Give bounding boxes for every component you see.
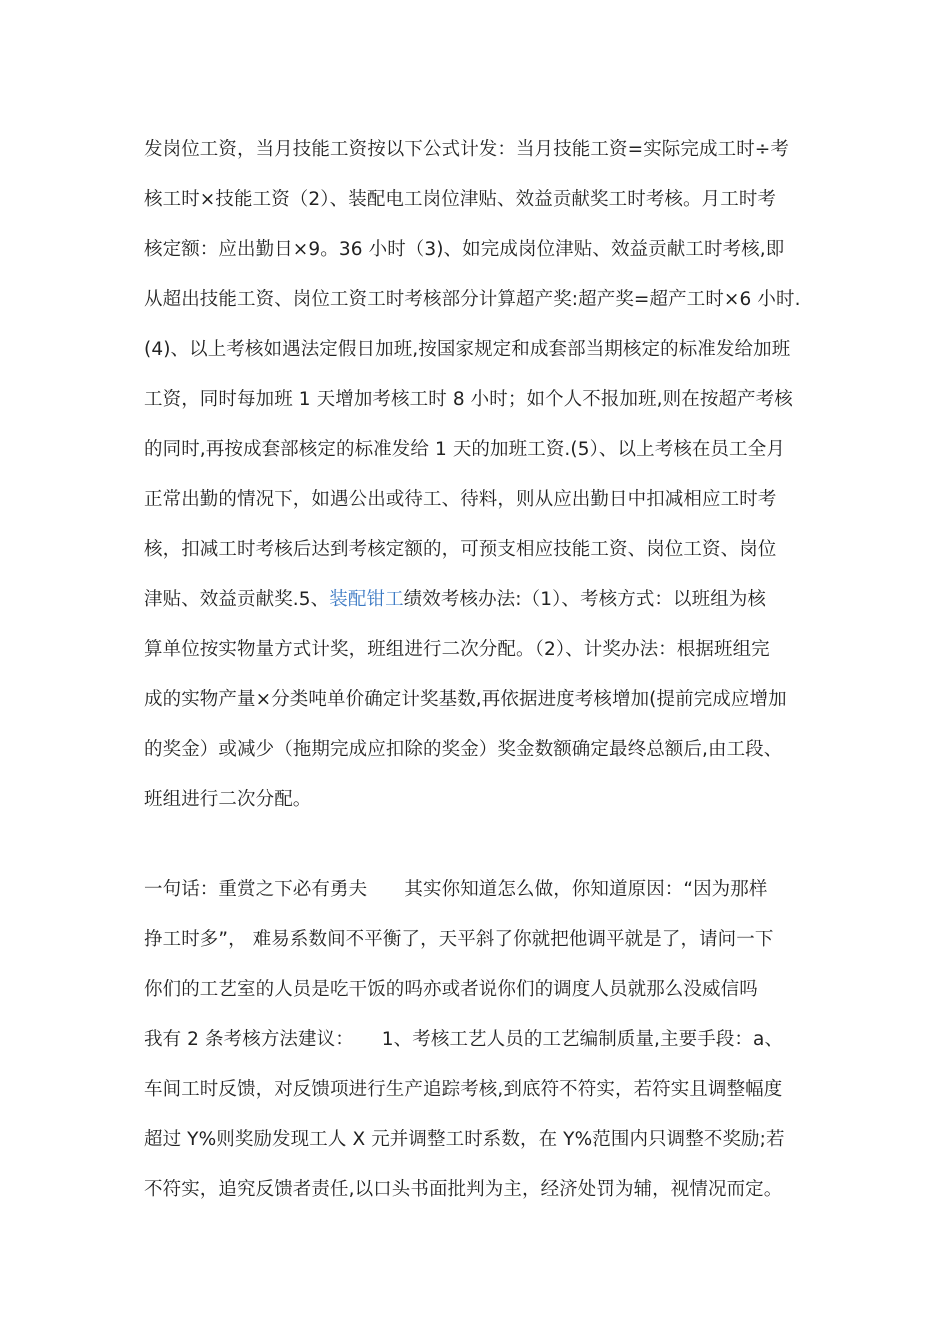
paragraph-line: 核工时×技能工资（2）、装配电工岗位津贴、效益贡献奖工时考核。月工时考 — [144, 189, 777, 210]
paragraph-line: 班组进行二次分配。 — [144, 789, 312, 810]
paragraph-line: 核，扣减工时考核后达到考核定额的，可预支相应技能工资、岗位工资、岗位 — [144, 539, 777, 560]
paragraph-line: (4)、以上考核如遇法定假日加班,按国家规定和成套部当期核定的标准发给加班 — [144, 339, 791, 360]
paragraph-line: 你们的工艺室的人员是吃干饭的吗亦或者说你们的调度人员就那么没威信吗 — [144, 979, 758, 1000]
paragraph-line: 我有 2 条考核方法建议： 1、考核工艺人员的工艺编制质量,主要手段：a、 — [144, 1029, 784, 1050]
paragraph-line: 成的实物产量×分类吨单价确定计奖基数,再依据进度考核增加(提前完成应增加 — [144, 689, 787, 710]
paragraph-line: 工资，同时每加班 1 天增加考核工时 8 小时；如个人不报加班,则在按超产考核 — [144, 389, 793, 410]
paragraph-line: 车间工时反馈，对反馈项进行生产追踪考核,到底符不符实，若符实且调整幅度 — [144, 1079, 783, 1100]
keyword-link[interactable]: 装配钳工 — [329, 589, 404, 610]
paragraph-line: 核定额：应出勤日×9。36 小时（3)、如完成岗位津贴、效益贡献工时考核,即 — [144, 239, 785, 260]
paragraph-line: 不符实，追究反馈者责任,以口头书面批判为主，经济处罚为辅，视情况而定。 — [144, 1179, 783, 1200]
paragraph-line: 算单位按实物量方式计奖，班组进行二次分配。（2）、计奖办法：根据班组完 — [144, 639, 770, 660]
line-text: 绩效考核办法:（1）、考核方式：以班组为核 — [403, 589, 767, 610]
paragraph-line — [144, 587, 766, 613]
paragraph-line: 挣工时多”， 难易系数间不平衡了，天平斜了你就把他调平就是了，请问一下 — [144, 929, 774, 950]
line-text: 津贴、效益贡献奖.5、 — [144, 589, 330, 610]
paragraph-line: 超过 Y%则奖励发现工人 X 元并调整工时系数，在 Y%范围内只调整不奖励;若 — [144, 1129, 785, 1150]
paragraph-line: 一句话：重赏之下必有勇夫 其实你知道怎么做，你知道原因：“因为那样 — [144, 879, 768, 900]
paragraph-line: 的同时,再按成套部核定的标准发给 1 天的加班工资.(5）、以上考核在员工全月 — [144, 439, 785, 460]
paragraph-line: 发岗位工资，当月技能工资按以下公式计发：当月技能工资=实际完成工时÷考 — [144, 139, 790, 160]
paragraph-line: 的奖金）或减少（拖期完成应扣除的奖金）奖金数额确定最终总额后,由工段、 — [144, 739, 783, 760]
paragraph-line: 正常出勤的情况下，如遇公出或待工、待料，则从应出勤日中扣减相应工时考 — [144, 489, 777, 510]
paragraph-line: 从超出技能工资、岗位工资工时考核部分计算超产奖:超产奖=超产工时×6 小时. — [144, 289, 801, 310]
